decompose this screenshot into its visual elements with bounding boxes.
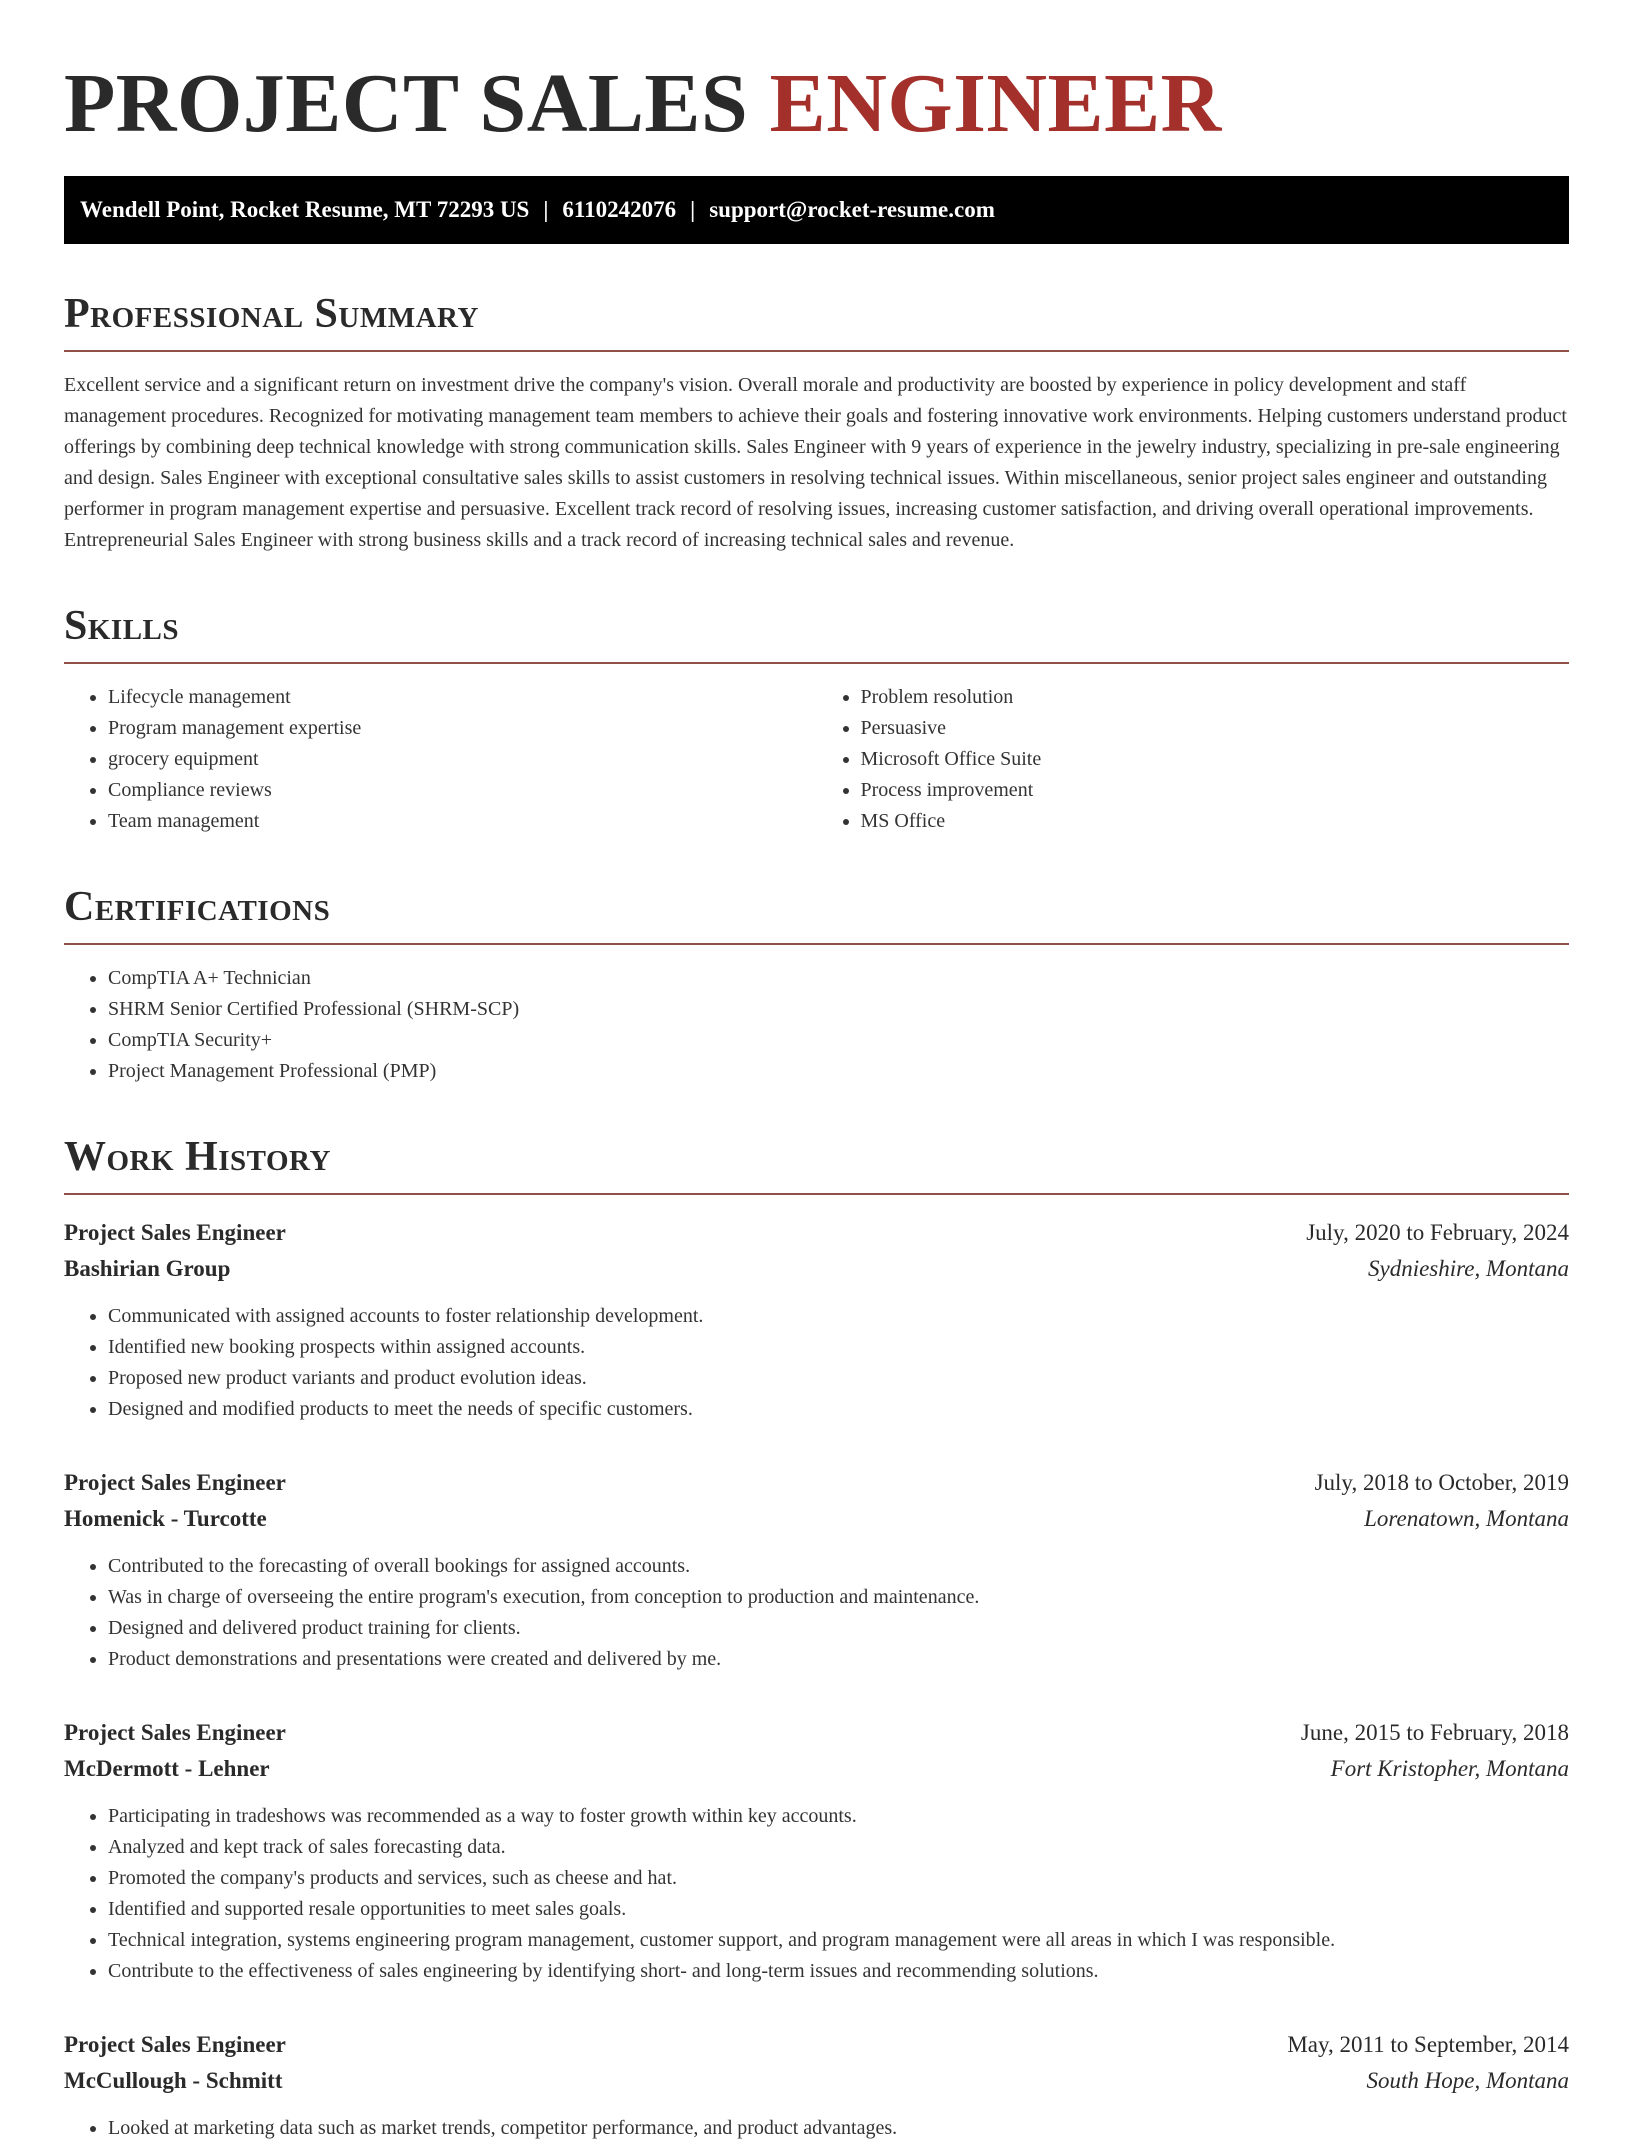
job-title: Project Sales Engineer [64, 1470, 286, 1495]
contact-address: Wendell Point, Rocket Resume, MT 72293 US [80, 197, 530, 222]
section-divider [64, 1193, 1569, 1195]
job-entry [64, 1465, 1569, 1675]
job-dates: May, 2011 to September, 2014 [1287, 2032, 1569, 2057]
skill-item: • Compliance reviews [108, 775, 817, 806]
job-company-row [64, 1251, 1569, 1287]
job-location: Fort Kristopher, Montana [1330, 1756, 1569, 1781]
job-company-row [64, 2063, 1569, 2099]
job-company-row [64, 1751, 1569, 1787]
job-bullet: • Looked at marketing data such as market trends, competitor performance, and product advantages. [108, 2113, 1569, 2144]
skill-item: • Persuasive [861, 713, 1570, 744]
contact-separator: | [543, 197, 549, 222]
contact-email[interactable]: support@rocket-resume.com [709, 197, 995, 222]
skill-item: • Program management expertise [108, 713, 817, 744]
skill-item: • Problem resolution [861, 682, 1570, 713]
skills-heading: Skills [64, 603, 180, 649]
resume-page [64, 0, 1569, 2144]
certification-item: • CompTIA Security+ [108, 1025, 1569, 1056]
job-dates: June, 2015 to February, 2018 [1300, 1720, 1569, 1745]
title-accent: ENGINEER [769, 57, 1222, 150]
certification-item: • CompTIA A+ Technician [108, 963, 1569, 994]
skills-columns [64, 664, 1569, 837]
resume-title [64, 0, 1569, 150]
skill-item: • Team management [108, 806, 817, 837]
job-bullet: • Product demonstrations and presentations were created and delivered by me. [108, 1644, 1569, 1675]
job-company: McCullough - Schmitt [64, 2068, 283, 2093]
title-main: PROJECT SALES [64, 57, 770, 150]
job-entry [64, 1215, 1569, 1425]
job-header-row [64, 2027, 1569, 2063]
job-header-row [64, 1465, 1569, 1501]
job-entry [64, 1715, 1569, 1987]
job-bullet: • Was in charge of overseeing the entire program's execution, from conception to production and maintenance. [108, 1582, 1569, 1613]
certifications-list [64, 963, 1569, 1087]
skills-list-left [64, 682, 817, 837]
job-location: South Hope, Montana [1366, 2068, 1569, 2093]
contact-bar [64, 176, 1569, 244]
contact-separator: | [690, 197, 696, 222]
job-bullet: • Analyzed and kept track of sales forecasting data. [108, 1832, 1569, 1863]
job-bullets [64, 1551, 1569, 1675]
certification-item: • Project Management Professional (PMP) [108, 1056, 1569, 1087]
skill-item: • Microsoft Office Suite [861, 744, 1570, 775]
job-location: Lorenatown, Montana [1364, 1506, 1569, 1531]
section-divider [64, 350, 1569, 352]
job-bullet: • Identified new booking prospects within assigned accounts. [108, 1332, 1569, 1363]
skills-list-right [817, 682, 1570, 837]
job-title: Project Sales Engineer [64, 2032, 286, 2057]
job-company-row [64, 1501, 1569, 1537]
job-header-row [64, 1715, 1569, 1751]
job-company: Bashirian Group [64, 1256, 231, 1281]
job-bullet: • Communicated with assigned accounts to foster relationship development. [108, 1301, 1569, 1332]
job-bullet: • Technical integration, systems engineering program management, customer support, and program management were all areas in which I was responsible. [108, 1925, 1569, 1956]
skill-item: • MS Office [861, 806, 1570, 837]
skill-item: • grocery equipment [108, 744, 817, 775]
certification-item: • SHRM Senior Certified Professional (SHRM-SCP) [108, 994, 1569, 1025]
job-company: Homenick - Turcotte [64, 1506, 267, 1531]
job-bullets [64, 1301, 1569, 1425]
job-bullet: • Contribute to the effectiveness of sales engineering by identifying short- and long-term issues and recommending solutions. [108, 1956, 1569, 1987]
job-bullets [64, 1801, 1569, 1987]
skill-item: • Lifecycle management [108, 682, 817, 713]
job-bullet: • Designed and modified products to meet the needs of specific customers. [108, 1394, 1569, 1425]
contact-phone[interactable]: 6110242076 [562, 197, 677, 222]
job-header-row [64, 1215, 1569, 1251]
job-dates: July, 2018 to October, 2019 [1314, 1470, 1569, 1495]
job-title: Project Sales Engineer [64, 1720, 286, 1745]
certifications-heading: Certifications [64, 884, 331, 930]
section-divider [64, 943, 1569, 945]
skill-item: • Process improvement [861, 775, 1570, 806]
job-location: Sydnieshire, Montana [1367, 1256, 1569, 1281]
job-bullet: • Contributed to the forecasting of overall bookings for assigned accounts. [108, 1551, 1569, 1582]
summary-heading: Professional Summary [64, 291, 479, 337]
work-history-heading: Work History [64, 1134, 331, 1180]
job-entry [64, 2027, 1569, 2144]
job-bullet: • Designed and delivered product training for clients. [108, 1613, 1569, 1644]
job-bullet: • Participating in tradeshows was recommended as a way to foster growth within key accounts. [108, 1801, 1569, 1832]
job-bullet: • Proposed new product variants and product evolution ideas. [108, 1363, 1569, 1394]
job-dates: July, 2020 to February, 2024 [1306, 1220, 1569, 1245]
job-title: Project Sales Engineer [64, 1220, 286, 1245]
summary-text: Excellent service and a significant return on investment drive the company's vision. Overall morale and productivity are boosted by experience in policy development and staff management procedures. Recognized for motivating management team members to achieve their goals and fostering innovative work environments. Helping customers understand product offerings by combining deep technical knowledge with strong communication skills. Sales Engineer with 9 years of experience in the jewelry industry, specializing in pre-sale engineering and design. Sales Engineer with exceptional consultative sales skills to assist customers in resolving technical issues. Within miscellaneous, senior project sales engineer and outstanding performer in program management expertise and persuasive. Excellent track record of resolving issues, increasing customer satisfaction, and driving overall operational improvements. Entrepreneurial Sales Engineer with strong business skills and a track record of increasing technical sales and revenue. [64, 374, 1567, 551]
job-bullet: • Identified and supported resale opportunities to meet sales goals. [108, 1894, 1569, 1925]
job-bullets [64, 2113, 1569, 2144]
job-company: McDermott - Lehner [64, 1756, 270, 1781]
job-bullet: • Promoted the company's products and services, such as cheese and hat. [108, 1863, 1569, 1894]
